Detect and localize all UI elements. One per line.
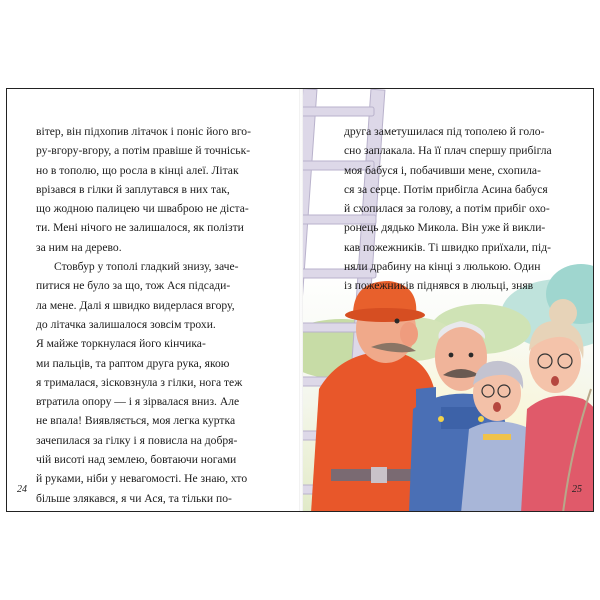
- text-line: ру-вгору-вгору, а потім правіше й точніськ-: [36, 144, 251, 158]
- page-number-left: 24: [17, 484, 27, 495]
- text-line: няли драбину на кінці з люлькою. Один: [344, 260, 541, 274]
- page-number-right: 25: [572, 484, 582, 495]
- text-line: питися не було за що, тож Ася підсади-: [36, 279, 231, 293]
- right-page: [301, 89, 594, 511]
- text-line: врізався в гілки й заплутався в них так,: [36, 182, 230, 196]
- text-line: кав пожежників. Ті швидко приїхали, під-: [344, 240, 551, 254]
- text-line: більше злякався, я чи Ася, та тільки по-: [36, 491, 232, 505]
- right-page-text: [344, 122, 576, 296]
- text-line: й руками, ніби у невагомості. Не знаю, хто: [36, 472, 248, 486]
- text-line: друга заметушилася під тополею й голо-: [344, 125, 545, 138]
- text-line: й схопилася за голову, а потім прибіг охо-: [344, 202, 550, 216]
- text-line: зачепилася за гілку і я повисла на добря-: [36, 433, 238, 447]
- text-line: моя бабуся і, побачивши мене, схопила-: [344, 163, 541, 177]
- left-page-text: [36, 122, 278, 508]
- text-line: до літачка залишалося зовсім трохи.: [36, 317, 216, 331]
- text-line: вітер, він підхопив літачок і поніс його вго-: [36, 125, 251, 138]
- text-line: Я майже торкнулася його кінчика-: [36, 337, 206, 351]
- text-line: не впала! Виявляється, моя легка куртка: [36, 414, 236, 428]
- text-line: за ним на дерево.: [36, 240, 122, 254]
- text-line: сно заплакала. На її плач спершу прибігла: [344, 144, 552, 158]
- book-gutter: [299, 89, 303, 511]
- text-line: я трималася, зісковзнула з гілки, нога теж: [36, 375, 243, 389]
- text-line: ми пальців, та раптом друга рука, якою: [36, 356, 230, 370]
- text-line: ся за серце. Потім прибігла Асина бабуся: [344, 182, 548, 196]
- text-line: що жодною палицею чи шваброю не діста-: [36, 202, 249, 216]
- text-line: чій висоті над землею, бовтаючи ногами: [36, 453, 237, 467]
- text-line: Стовбур у тополі гладкий знизу, заче-: [54, 260, 239, 274]
- paragraph: [36, 122, 278, 257]
- left-page: [7, 89, 301, 511]
- book-spread: [6, 88, 594, 512]
- text-line: із пожежників піднявся в люльці, зняв: [344, 279, 534, 293]
- paragraph: [36, 257, 278, 508]
- text-line: ти. Мені нічого не залишалося, як полізти: [36, 221, 244, 235]
- text-line: втратила опору — і я зірвалася вниз. Але: [36, 395, 240, 409]
- text-line: но в тополю, що росла в кінці алеї. Літак: [36, 163, 239, 177]
- text-line: ла мене. Далі я швидко видерлася вгору,: [36, 298, 235, 312]
- text-line: ронець дядько Микола. Він уже й викли-: [344, 221, 546, 235]
